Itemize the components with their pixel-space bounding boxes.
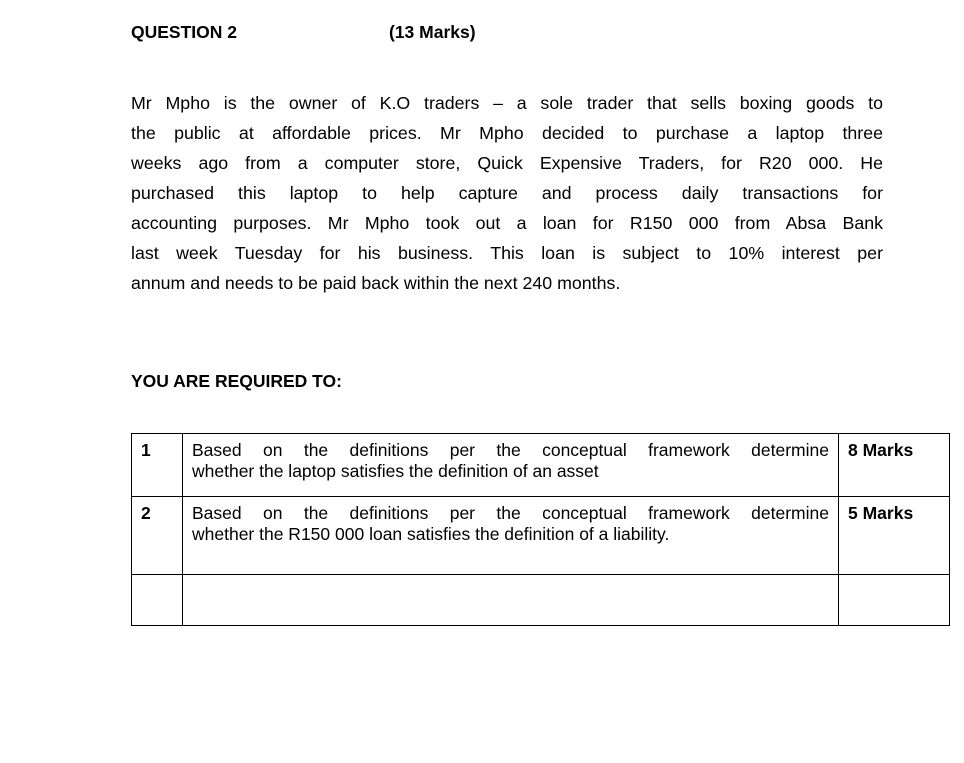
- requirement-text-line: Based on the definitions per the conceptual framework determine: [192, 503, 829, 523]
- scenario-line: accounting purposes. Mr Mpho took out a loan for R150 000 from Absa Bank: [131, 213, 883, 233]
- requirement-text-line: Based on the definitions per the conceptual framework determine: [192, 440, 829, 460]
- scenario-line: annum and needs to be paid back within the next 240 months.: [131, 273, 621, 293]
- scenario-line: purchased this laptop to help capture and process daily transactions for: [131, 183, 883, 203]
- requirements-table: [131, 433, 950, 626]
- requirement-marks: 8 Marks: [839, 434, 950, 497]
- requirement-text-line: whether the laptop satisfies the definition of an asset: [192, 461, 599, 481]
- question-total-marks: (13 Marks): [389, 22, 476, 42]
- table-row: [132, 434, 950, 497]
- scenario-line: weeks ago from a computer store, Quick Expensive Traders, for R20 000. He: [131, 153, 883, 173]
- scenario-line: the public at affordable prices. Mr Mpho decided to purchase a laptop three: [131, 123, 883, 143]
- empty-cell: [839, 575, 950, 626]
- empty-cell: [132, 575, 183, 626]
- question-title: QUESTION 2: [131, 22, 237, 42]
- scenario-line: Mr Mpho is the owner of K.O traders – a sole trader that sells boxing goods to: [131, 93, 883, 113]
- table-row-empty: [132, 575, 950, 626]
- requirement-description: [183, 434, 839, 497]
- scenario-paragraph: [131, 88, 883, 298]
- question-heading: [131, 20, 476, 44]
- requirement-number: 1: [132, 434, 183, 497]
- table-row: [132, 497, 950, 575]
- requirement-number: 2: [132, 497, 183, 575]
- requirement-description: [183, 497, 839, 575]
- requirement-marks: 5 Marks: [839, 497, 950, 575]
- scenario-line: last week Tuesday for his business. This loan is subject to 10% interest per: [131, 243, 883, 263]
- requirement-text-line: whether the R150 000 loan satisfies the definition of a liability.: [192, 524, 670, 544]
- required-heading: YOU ARE REQUIRED TO:: [131, 371, 342, 391]
- empty-cell: [183, 575, 839, 626]
